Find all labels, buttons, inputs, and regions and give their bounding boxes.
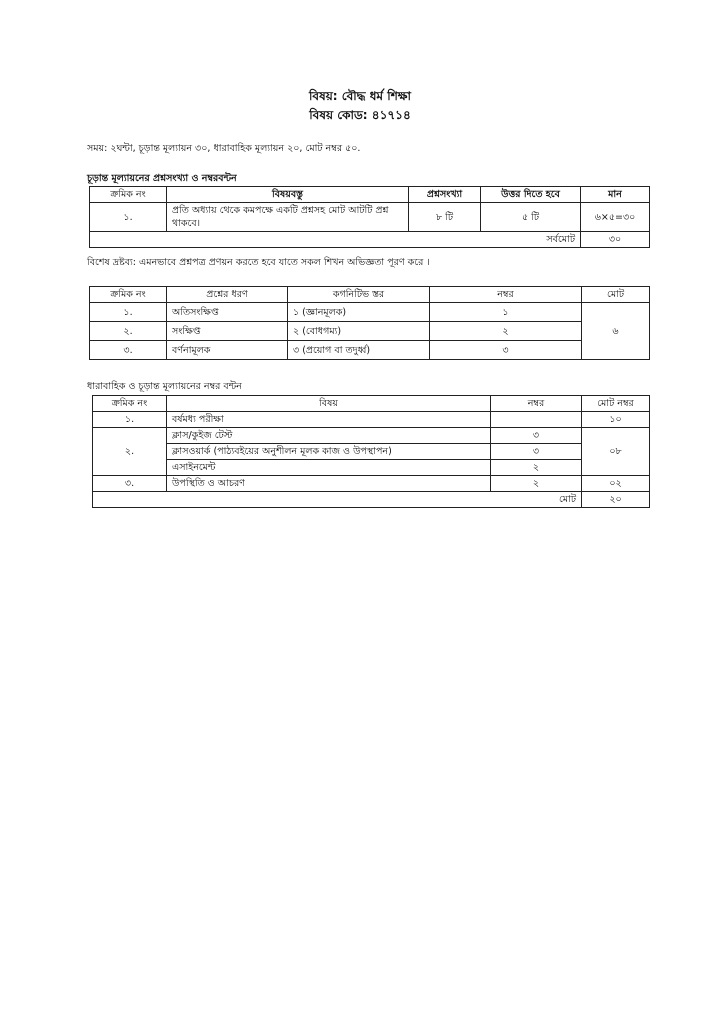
table-row: [90, 322, 650, 341]
cell-subject: এসাইনমেন্ট: [167, 460, 491, 476]
cell-total: ০২: [582, 476, 650, 492]
cell-serial: ৩.: [93, 476, 167, 492]
col-header-serial: ক্রমিক নং: [90, 187, 167, 203]
table-row: [90, 203, 650, 232]
total-value: ৩০: [581, 232, 650, 248]
cell-serial: ১.: [90, 303, 167, 322]
table-header-row: [90, 187, 650, 203]
cell-total: ১০: [582, 412, 650, 428]
cell-level: ৩ (প্রয়োগ বা তদুর্ধ্ব): [288, 341, 430, 360]
total-label: মোট: [93, 492, 582, 508]
total-value: ২০: [582, 492, 650, 508]
final-assessment-table: [89, 186, 650, 248]
col-header-serial: ক্রমিক নং: [93, 396, 167, 412]
cell-subject: ক্লাস/কুইজ টেস্ট: [167, 428, 491, 444]
cell-questions: ৮ টি: [409, 203, 481, 232]
table-row: [90, 303, 650, 322]
col-header-marks: নম্বর: [491, 396, 582, 412]
cell-marks: ২: [491, 476, 582, 492]
cell-subject: ক্লাসওয়ার্ক (পাঠ্যবইয়ের অনুশীলন মূলক কাজ ও উপস্থাপন): [167, 444, 491, 460]
col-header-marks: নম্বর: [430, 287, 582, 303]
cell-content: প্রতি অধ্যায় থেকে কমপক্ষে একটি প্রশ্নসহ মোট আটটি প্রশ্ন থাকবে।: [167, 203, 409, 232]
col-header-type: প্রশ্নের ধরণ: [167, 287, 288, 303]
time-marks-line: সময়: ২ঘন্টা, চূড়ান্ত মূল্যায়ন ৩০, ধারাবাহিক মূল্যায়ন ২০, মোট নম্বর ৫০.: [87, 143, 361, 154]
col-header-level: কগনিটিভ স্তর: [288, 287, 430, 303]
cell-serial: ১.: [90, 203, 167, 232]
cell-type: অতিসংক্ষিপ্ত: [167, 303, 288, 322]
col-header-total: মোট: [582, 287, 650, 303]
cell-type: সংক্ষিপ্ত: [167, 322, 288, 341]
cell-marks: ২: [430, 322, 582, 341]
col-header-answer: উত্তর দিতে হবে: [481, 187, 581, 203]
cell-marks: ৬×৫=৩০: [581, 203, 650, 232]
cell-total: ৬: [582, 303, 650, 360]
cell-serial: ১.: [93, 412, 167, 428]
col-header-serial: ক্রমিক নং: [90, 287, 167, 303]
cell-serial: ৩.: [90, 341, 167, 360]
total-label: সর্বমোট: [90, 232, 581, 248]
cell-serial: ২.: [90, 322, 167, 341]
table-row: [93, 444, 650, 460]
table-row: [93, 428, 650, 444]
table-row: [93, 460, 650, 476]
marks-distribution-table: [92, 395, 650, 508]
cell-marks: ৩: [430, 341, 582, 360]
question-type-table: [89, 286, 650, 360]
table-row: [90, 341, 650, 360]
cell-answer: ৫ টি: [481, 203, 581, 232]
col-header-content: বিষয়বস্তু: [167, 187, 409, 203]
subject-code: বিষয় কোড: ৪১৭১৪: [309, 108, 411, 122]
cell-serial: ২.: [93, 428, 167, 476]
col-header-total: মোট নম্বর: [582, 396, 650, 412]
cell-level: ২ (বোধগম্য): [288, 322, 430, 341]
table-header-row: [90, 287, 650, 303]
col-header-marks: মান: [581, 187, 650, 203]
table3-heading: ধারাবাহিক ও চূড়ান্ত মূল্যায়নের নম্বর বন্টন: [87, 381, 242, 392]
table1-heading: চূড়ান্ত মূল্যায়নের প্রশ্নসংখ্যা ও নম্বরবন্টন: [87, 173, 237, 184]
table-header-row: [93, 396, 650, 412]
cell-marks: ২: [491, 460, 582, 476]
cell-marks: ১: [430, 303, 582, 322]
cell-marks: [491, 412, 582, 428]
special-note: বিশেষ দ্রষ্টব্য: এমনভাবে প্রশ্নপত্র প্রণয়ন করতে হবে যাতে সকল শিখন অভিজ্ঞতা পূরণ করে ।: [87, 257, 430, 268]
total-row: [90, 232, 650, 248]
cell-type: বর্ণনামূলক: [167, 341, 288, 360]
cell-marks: ৩: [491, 428, 582, 444]
cell-subject: বর্ষমধ্য পরীক্ষা: [167, 412, 491, 428]
cell-subject: উপস্থিতি ও আচরণ: [167, 476, 491, 492]
col-header-subject: বিষয়: [167, 396, 491, 412]
table-row: [93, 476, 650, 492]
cell-total: ০৮: [582, 428, 650, 476]
col-header-questions: প্রশ্নসংখ্যা: [409, 187, 481, 203]
table-row: [93, 412, 650, 428]
cell-marks: ৩: [491, 444, 582, 460]
page-title: বিষয়: বৌদ্ধ ধর্ম শিক্ষা: [308, 89, 412, 103]
cell-level: ১ (জ্ঞানমূলক): [288, 303, 430, 322]
total-row: [93, 492, 650, 508]
